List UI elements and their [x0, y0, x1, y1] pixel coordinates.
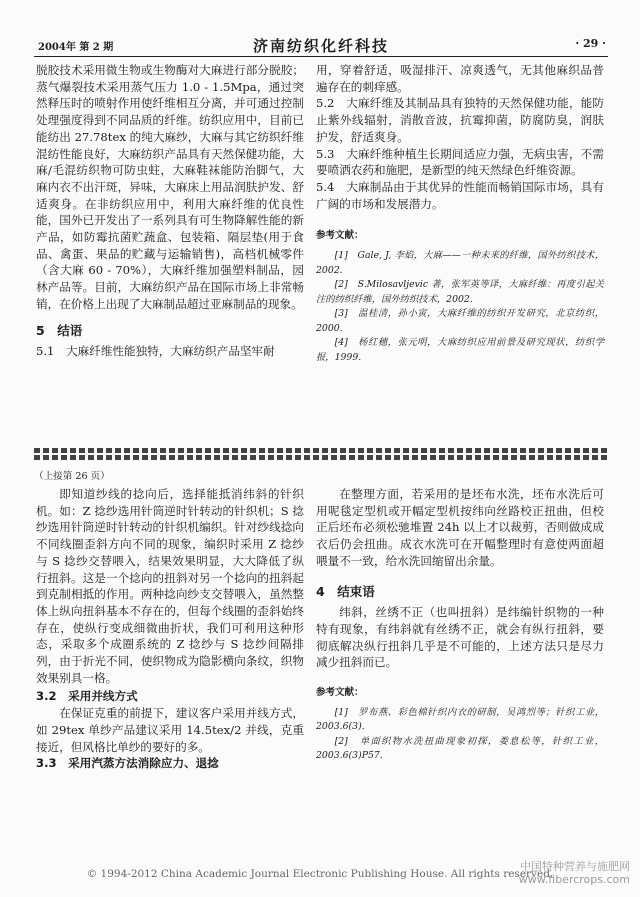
reference-item: [1] Gale, J, 李焰，大麻——一种未来的纤维，国外纺织技术，2002. — [316, 250, 604, 276]
running-header — [34, 34, 608, 57]
conclusion-5-4: 5.4 大麻制品由于其优异的性能而畅销国际市场，具有广阔的市场和发展潜力。 — [316, 179, 604, 211]
body-paragraph: 即知道纱线的捻向后，选择能抵消纬斜的针织机。如：Z 捻纱选用针筒逆时针转动的针织机；S 捻纱选用针筒逆时针转动的针织机编织。针对纱线捻向不同线圈歪斜方向不同的现象，编织时采用 Z 捻纱与 S 捻纱交替喂入，结果效果明显，大大降低了纵行扭斜。这是一个捻向的扭斜对另一个捻向的扭斜起到克制相抵的作用。两种捻向纱支交替喂入，虽然整体上纵向扭斜基本不存在的，但每个线圈的歪斜始终存在，使纵行变成细微曲折状，我们可利用这种形态，采取多个成圈系统的 Z 捻纱与 S 捻纱间隔排列，由于折光不同，使织物成为隐影横向条纹，织物效果别具一格。 — [36, 487, 304, 685]
copyright-footer: © 1994-2012 China Academic Journal Electronic Publishing House. All rights reserved. — [86, 868, 554, 880]
subsection-heading-3-2: 3.2 采用并线方式 — [36, 689, 138, 704]
references-heading: 参考文献： — [316, 687, 364, 699]
reference-item: [4] 杨红穗，张元明，大麻纺织应用前景及研究现状，纺织学报，1999. — [316, 337, 604, 363]
body-paragraph: 纬斜，丝绣不正（也叫扭斜）是纬编针织物的一种特有现象，有纬斜就有丝绣不正，就会有纵行扭斜，要彻底解决纵行扭斜几乎是不可能的，上述方法只是尽力减少扭斜而已。 — [316, 605, 604, 670]
divider-gap — [34, 453, 608, 455]
lower-right-column — [316, 486, 604, 764]
lower-left-column — [36, 486, 304, 772]
body-paragraph: 在整理方面，若采用的是坯布水洗，坯布水洗后可用呢毯定型机或开幅定型机按纬向丝路校正扭曲，但校正后坯布必须松驰堆置 24h 以上才以裁剪，否则做成成衣后仍会扭曲。成衣水洗可在开幅整理时有意使两面超喂量不一致，给水洗回缩留出余量。 — [316, 487, 604, 568]
upper-right-column — [316, 62, 604, 365]
conclusion-5-3: 5.3 大麻纤维种植生长期间适应力强，无病虫害，不需要喷洒农药和施肥，是新型的纯天然绿色纤维资源。 — [316, 146, 604, 178]
conclusion-5-2: 5.2 大麻纤维及其制品具有独特的天然保健功能，能防止紫外线辐射，消散音波，抗霉抑菌，防腐防臭，润肤护发，舒适爽身。 — [316, 96, 604, 144]
subsection-heading-3-3: 3.3 采用汽蒸方法消除应力、退捻 — [36, 756, 219, 771]
watermark-text: 中国特种营养与施肥网 — [520, 860, 630, 873]
page-number: · 29 · — [575, 37, 606, 50]
continuation-note: （上接第 26 页） — [34, 471, 110, 482]
reference-item: [2] 单面织物水洗扭曲现象初探，娄息松等，针织工业，2003.6(3)P57. — [316, 735, 604, 762]
reference-item: [2] S.Milosavljevic 著，张军英等译，大麻纤维：再度引起关注的纺织纤维，国外纺织技术，2002. — [316, 279, 604, 305]
body-paragraph: 在保证克重的前提下，建议客户采用并线方式，如 29tex 单纱产品建议采用 14.5tex/2 并线，克重接近，但风格比单纱的要好的多。 — [36, 706, 304, 754]
watermark-url: www.fibercrops.com — [518, 873, 630, 886]
reference-item: [3] 温桂清，孙小寅，大麻纤维的纺织开发研究，北京纺织，2000. — [316, 308, 604, 334]
body-paragraph: 脱胶技术采用微生物或生物酶对大麻进行部分脱胶；蒸气爆裂技术采用蒸气压力 1.0 - 1.5Mpa，通过突然释压时的喷射作用使纤维相互分离，并可通过控制处理强度得到不同品质的纤维。纺织应用中，目前已能纺出 27.78tex 的纯大麻纱，大麻与其它纺织纤维混纺性能良好，大麻纺织产品具有天然保健功能，大麻/毛混纺织物可防虫蛀，大麻鞋袜能防治脚气，大麻内衣不出汗斑，异味，大麻床上用品润肤护发、舒适爽身。在非纺织应用中，利用大麻纤维的优良性能，国外已开发出了一系列具有可生物降解性能的新产品，如防霉抗菌贮蔬盒、包装箱、隔层垫(用于食品、禽蛋、果品的贮藏与运输销售)，高档机械零件（含大麻 60 - 70%），大麻纤维加强塑料制品，园林产品等。目前，大麻纺织产品在国际市场上非常畅销，在价格上出现了大麻制品超过亚麻制品的现象。 — [36, 63, 304, 311]
site-watermark — [519, 860, 630, 886]
issue-label: 2004年 第 2 期 — [38, 42, 114, 53]
conclusion-5-1: 5.1 大麻纤维性能独特，大麻纺织产品坚牢耐 — [36, 344, 275, 359]
section-heading-5: 5 结语 — [36, 322, 83, 338]
upper-left-column — [36, 62, 304, 360]
section-heading-4: 4 结束语 — [316, 583, 375, 599]
journal-title: 济南纺织化纤科技 — [252, 37, 389, 55]
reference-item: [1] 罗布燕、彩色棉针织内衣的研制，吴鸿烈等；针织工业，2003.6(3). — [316, 706, 604, 733]
references-heading: 参考文献： — [316, 230, 364, 242]
conclusion-5-1-cont: 用，穿着舒适，吸湿排汗、凉爽透气，无其他麻织品普遍存在的刺痒感。 — [316, 63, 604, 94]
